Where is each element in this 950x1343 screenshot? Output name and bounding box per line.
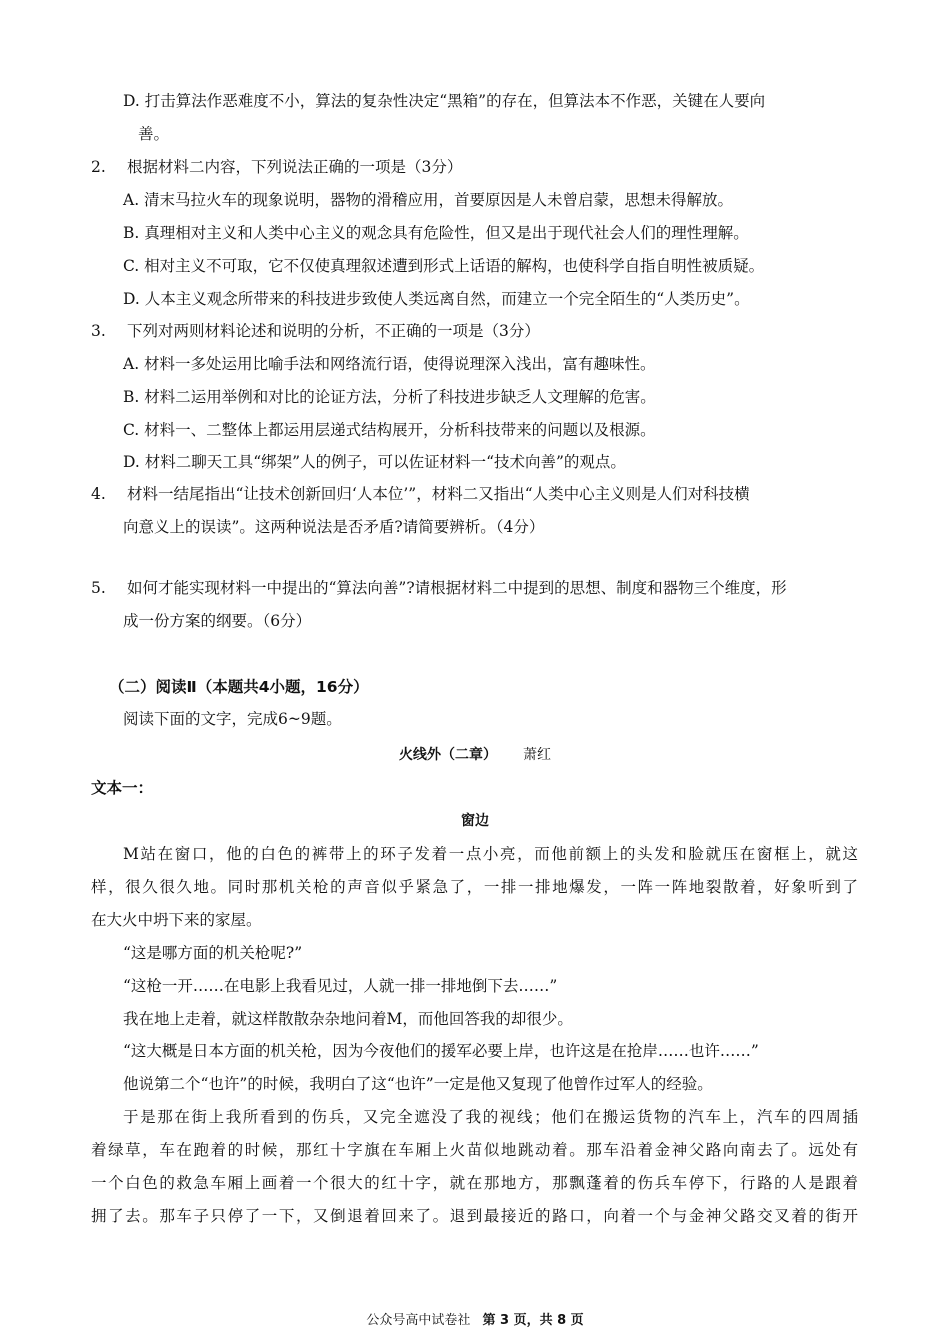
q3-option-c: C. 材料一、二整体上都运用层递式结构展开，分析科技带来的问题以及根源。 [123, 421, 656, 439]
q1-option-d-line1: D. 打击算法作恶难度不小，算法的复杂性决定“黑箱”的存在，但算法本不作恶，关键在人要向 [123, 92, 766, 110]
q5-line1 [91, 577, 787, 599]
q5-line2: 成一份方案的纲要。（6分） [123, 612, 312, 630]
section-heading: （二）阅读Ⅱ（本题共4小题，16分） [109, 678, 369, 696]
article-line-9: 于是那在街上我所看到的伤兵，又完全遮没了我的视线；他们在搬运货物的汽车上，汽车的四周插 [123, 1108, 858, 1126]
article-line-4: “这是哪方面的机关枪呢?” [123, 944, 303, 962]
text-label: 文本一： [91, 779, 154, 797]
q3-stem [91, 320, 540, 342]
q3-number: 3. [91, 322, 106, 340]
q2-option-d: D. 人本主义观念所带来的科技进步致使人类远离自然，而建立一个完全陌生的“人类历史”。 [123, 290, 750, 308]
q4-line1 [91, 483, 750, 505]
article-title: 火线外（二章） [398, 747, 498, 763]
q2-option-c: C. 相对主义不可取，它不仅使真理叙述遭到形式上话语的解构，也使科学自指自明性被质疑。 [123, 257, 765, 275]
article-author: 萧红 [523, 747, 552, 763]
article-line-2: 样，很久很久地。同时那机关枪的声音似乎紧急了，一排一排地爆发，一阵一阵地裂散着，好象听到了 [91, 878, 858, 896]
article-line-12: 拥了去。那车子只停了一下，又倒退着回来了。退到最接近的路口，向着一个与金神父路交叉着的街开 [91, 1207, 858, 1225]
section-instruction: 阅读下面的文字，完成6~9题。 [123, 710, 342, 728]
q2-stem-text: 根据材料二内容，下列说法正确的一项是（3分） [127, 158, 463, 176]
page-footer [0, 1311, 950, 1331]
article-line-1: M站在窗口，他的白色的裤带上的环子发着一点小亮，而他前额上的头发和脸就压在窗框上，就这 [123, 845, 858, 863]
article-line-3: 在大火中坍下来的家屋。 [91, 911, 262, 929]
article-line-8: 他说第二个“也许”的时候，我明白了这“也许”一定是他又复现了他曾作过军人的经验。 [123, 1075, 713, 1093]
q2-stem [91, 156, 462, 178]
q5-text-line1: 如何才能实现材料一中提出的“算法向善”?请根据材料二中提到的思想、制度和器物三个维度，形 [127, 579, 787, 597]
q3-stem-text: 下列对两则材料论述和说明的分析，不正确的一项是（3分） [127, 322, 540, 340]
q3-option-b: B. 材料二运用举例和对比的论证方法，分析了科技进步缺乏人文理解的危害。 [123, 388, 656, 406]
article-line-11: 一个白色的救急车厢上画着一个很大的红十字，就在那地方，那飘蓬着的伤兵车停下，行路的人是跟着 [91, 1174, 858, 1192]
q3-option-a: A. 材料一多处运用比喻手法和网络流行语，使得说理深入浅出，富有趣味性。 [123, 355, 656, 373]
q5-number: 5. [91, 579, 106, 597]
q1-option-d-line2: 善。 [138, 125, 170, 143]
q4-text-line1: 材料一结尾指出“让技术创新回归‘人本位’”，材料二又指出“人类中心主义则是人们对科技横 [127, 485, 750, 503]
article-line-6: 我在地上走着，就这样散散杂杂地问着M，而他回答我的却很少。 [123, 1010, 573, 1028]
article-line-7: “这大概是日本方面的机关枪，因为今夜他们的援军必要上岸，也许这是在抢岸……也许……” [123, 1042, 759, 1060]
article-line-5: “这枪一开……在电影上我看见过，人就一排一排地倒下去……” [123, 977, 558, 995]
chapter-title: 窗边 [460, 813, 490, 829]
q4-line2: 向意义上的误读”。这两种说法是否矛盾?请简要辨析。（4分） [123, 518, 545, 536]
q3-option-d: D. 材料二聊天工具“绑架”人的例子，可以佐证材料一“技术向善”的观点。 [123, 453, 626, 471]
q2-number: 2. [91, 158, 106, 176]
article-line-10: 着绿草，车在跑着的时候，那红十字旗在车厢上火苗似地跳动着。那车沿着金神父路向南去了。远处有 [91, 1141, 858, 1159]
q2-option-b: B. 真理相对主义和人类中心主义的观念具有危险性，但又是出于现代社会人们的理性理解。 [123, 224, 749, 242]
q4-number: 4. [91, 485, 106, 503]
footer-page-info: 第 3 页，共 8 页 [482, 1313, 584, 1328]
q2-option-a: A. 清末马拉火车的现象说明，器物的滑稽应用，首要原因是人未曾启蒙，思想未得解放。 [123, 191, 734, 209]
article-title-line [0, 744, 950, 766]
footer-source: 公众号高中试卷社 [366, 1313, 471, 1328]
